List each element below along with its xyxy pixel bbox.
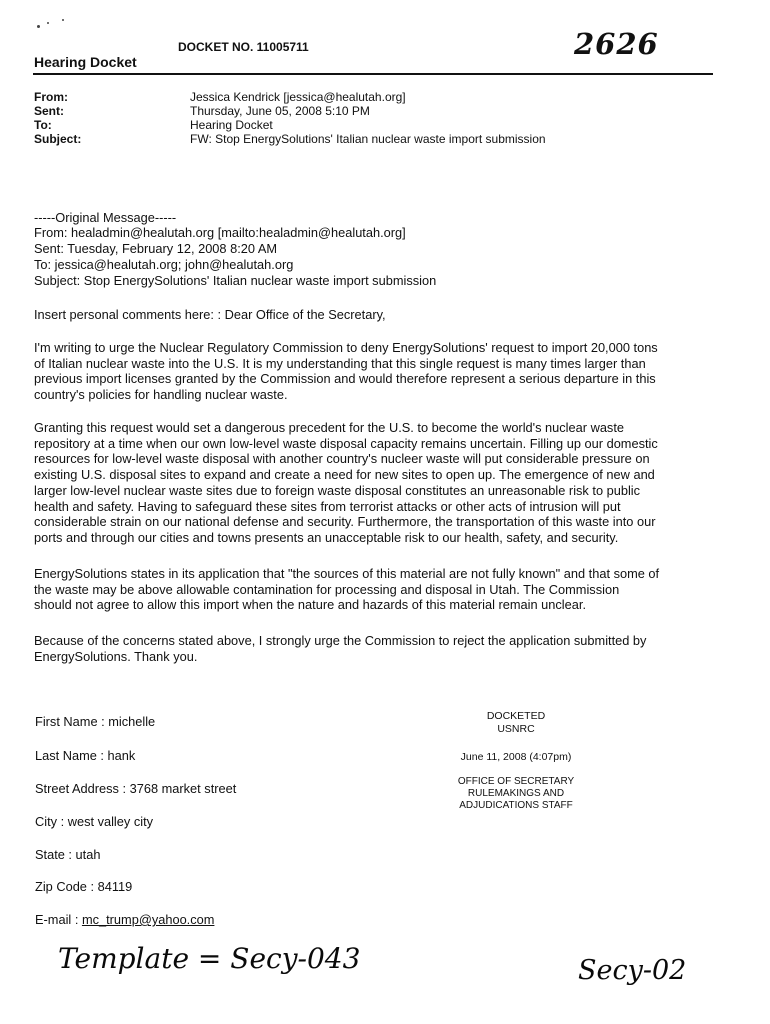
stamp-office-3: ADJUDICATIONS STAFF	[459, 800, 573, 811]
stamp-docketed: DOCKETED	[486, 710, 546, 722]
from-label: From:	[34, 90, 68, 104]
from-value: Jessica Kendrick [jessica@healutah.org]	[190, 90, 406, 104]
paragraph-line: country's policies for handling nuclear waste.	[34, 387, 288, 403]
paragraph-line: Granting this request would set a dangerous precedent for the U.S. to become the world's nuclear waste	[34, 420, 625, 435]
email-field	[35, 912, 214, 927]
paragraph-line: health and safety. Having to safeguard these sites from terrorist attacks or other acts of intrusion will put	[34, 498, 621, 514]
to-value: Hearing Docket	[190, 118, 273, 132]
original-to: To: jessica@healutah.org; john@healutah.org	[34, 257, 294, 272]
paragraph-line: ports and through our cities and towns presents an unacceptable risk to our health, safety, and security.	[34, 529, 619, 545]
handwritten-secy: Secy-02	[578, 955, 687, 986]
paragraph-line: existing U.S. disposal sites to expand and create a need for new sites to open up. The emergence of new and	[34, 467, 655, 483]
email-label: E-mail :	[35, 912, 82, 927]
state-field: State : utah	[35, 847, 101, 862]
city-field: City : west valley city	[35, 814, 154, 829]
stamp-office-2: RULEMAKINGS AND	[467, 788, 565, 799]
paragraph-line: resources for low-level waste disposal with another country's nucleer waste will put considerable pressure on	[34, 451, 650, 467]
to-label: To:	[34, 118, 52, 132]
street-field: Street Address : 3768 market street	[35, 781, 237, 796]
intro-line: Insert personal comments here: : Dear Office of the Secretary,	[34, 307, 386, 322]
original-subject: Subject: Stop EnergySolutions' Italian nuclear waste import submission	[34, 273, 437, 288]
handwritten-number: 2626	[574, 27, 659, 61]
stamp-usnrc: USNRC	[497, 723, 535, 735]
zip-field: Zip Code : 84119	[35, 879, 133, 894]
sent-label: Sent:	[34, 104, 64, 118]
handwritten-template: Template = Secy-043	[58, 942, 361, 975]
scan-speck	[62, 19, 64, 21]
paragraph-line: should not agree to allow this import when the nature and hazards of this material remain unclear.	[34, 597, 586, 613]
scan-speck	[47, 22, 49, 24]
sent-value: Thursday, June 05, 2008 5:10 PM	[190, 104, 370, 118]
last-name-field: Last Name : hank	[35, 748, 136, 763]
paragraph-line: previous import licenses granted by the Commission and would therefore represent a serious departure in this	[34, 371, 656, 387]
original-from: From: healadmin@healutah.org [mailto:healadmin@healutah.org]	[34, 225, 406, 240]
paragraph-line: Because of the concerns stated above, I strongly urge the Commission to reject the application submitted by	[34, 633, 647, 648]
first-name-field: First Name : michelle	[35, 714, 156, 729]
paragraph-line: repository at a time when our own low-level waste disposal capacity remains uncertain. Filling up our domestic	[34, 435, 658, 451]
paragraph-line: the waste may be above allowable contamination for processing and disposal in Utah. The Commission	[34, 581, 620, 597]
paragraph-3	[34, 566, 714, 613]
docket-number: DOCKET NO. 11005711	[178, 40, 309, 54]
original-sent: Sent: Tuesday, February 12, 2008 8:20 AM	[34, 241, 278, 256]
header-rule	[33, 73, 713, 75]
paragraph-4	[34, 633, 714, 664]
paragraph-line: EnergySolutions. Thank you.	[34, 648, 198, 664]
email-link[interactable]: mc_trump@yahoo.com	[81, 912, 215, 927]
scan-speck	[37, 25, 40, 28]
paragraph-line: considerable strain on our national defense and security. Furthermore, the transportation of this waste into our	[34, 514, 656, 530]
stamp-date: June 11, 2008 (4:07pm)	[460, 751, 572, 763]
paragraph-line: larger low-level nuclear waste sites due to foreign waste disposal constitutes an unreasonable risk to public	[34, 482, 641, 498]
page-title: Hearing Docket	[34, 54, 137, 70]
paragraph-2	[34, 420, 714, 546]
stamp-office-1: OFFICE OF SECRETARY	[457, 776, 575, 787]
subject-label: Subject:	[34, 132, 82, 146]
paragraph-line: of Italian nuclear waste into the U.S. It is my understanding that this single request is many times larger than	[34, 355, 646, 371]
paragraph-1	[34, 340, 714, 403]
subject-value: FW: Stop EnergySolutions' Italian nuclear waste import submission	[190, 132, 546, 146]
paragraph-line: I'm writing to urge the Nuclear Regulatory Commission to deny EnergySolutions' request to import 20,000 tons	[34, 340, 658, 355]
original-divider: -----Original Message-----	[34, 210, 177, 225]
paragraph-line: EnergySolutions states in its application that "the sources of this material are not fully known" and that some of	[34, 566, 660, 581]
